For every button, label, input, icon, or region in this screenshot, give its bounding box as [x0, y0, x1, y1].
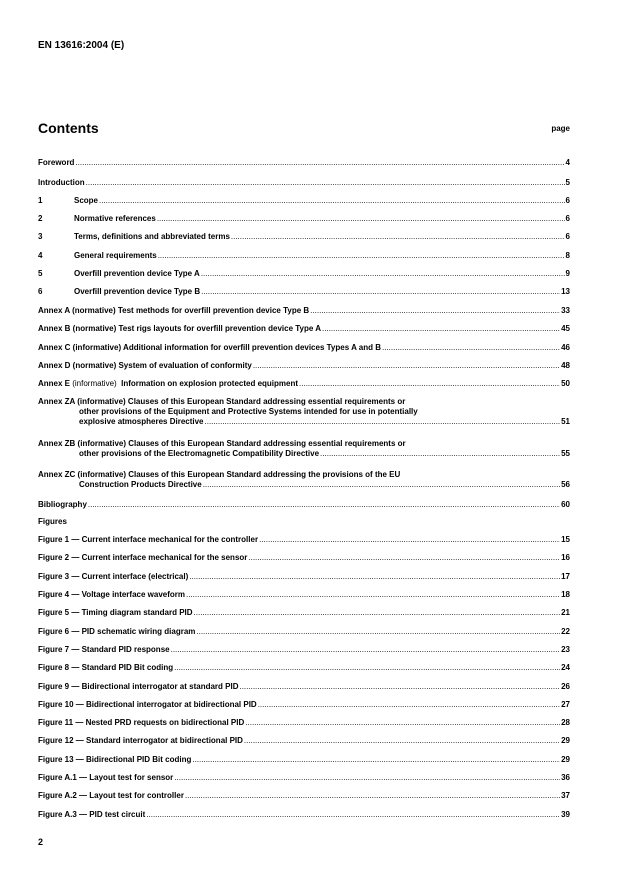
figure-entry[interactable]	[38, 663, 570, 673]
dot-leader	[382, 343, 560, 353]
toc-page-number: 51	[561, 417, 570, 426]
toc-page-number: 60	[561, 500, 570, 509]
figure-entry-title: Figure 8 — Standard PID Bit coding	[38, 663, 174, 672]
figure-page-number: 18	[561, 590, 570, 599]
dot-leader	[174, 773, 560, 783]
figure-entry[interactable]	[38, 682, 570, 692]
toc-entry-title-continued: other provisions of the Electromagnetic Compatibility Directive	[79, 449, 320, 458]
dot-leader	[146, 810, 560, 820]
dot-leader	[86, 178, 565, 188]
figure-entry-title: Figure 12 — Standard interrogator at bidirectional PID	[38, 736, 243, 745]
figure-page-number: 36	[561, 773, 570, 782]
toc-page-number: 46	[561, 343, 570, 352]
toc-entry-annex-za[interactable]	[38, 397, 570, 427]
document-id: EN 13616:2004 (E)	[38, 40, 125, 51]
toc-page-number: 48	[561, 361, 570, 370]
dot-leader	[158, 251, 565, 261]
toc-page-number: 13	[561, 287, 570, 296]
toc-entry-normative-references[interactable]	[38, 214, 570, 224]
toc-page-number: 50	[561, 379, 570, 388]
figure-page-number: 23	[561, 645, 570, 654]
dot-leader	[171, 645, 561, 655]
dot-leader	[185, 791, 560, 801]
figure-entry[interactable]	[38, 645, 570, 655]
toc-entry-annex-e[interactable]	[38, 379, 570, 389]
figure-page-number: 15	[561, 535, 570, 544]
toc-page-number: 9	[565, 269, 570, 278]
dot-leader	[244, 736, 560, 746]
toc-entry-title: Annex B (normative) Test rigs layouts for overfill prevention device Type A	[38, 324, 322, 333]
toc-entry-title: Foreword	[38, 158, 75, 167]
figure-entry-title: Figure 2 — Current interface mechanical for the sensor	[38, 553, 248, 562]
figure-page-number: 17	[561, 572, 570, 581]
figure-page-number: 26	[561, 682, 570, 691]
toc-entry-title-continued: Construction Products Directive	[79, 480, 202, 489]
toc-entry-foreword[interactable]	[38, 158, 570, 168]
toc-entry-title: Annex ZC (informative) Clauses of this European Standard addressing the provisions of the EU	[38, 470, 401, 479]
dot-leader	[189, 572, 560, 582]
dot-leader	[320, 449, 560, 459]
toc-entry-title: Annex ZA (informative) Clauses of this European Standard addressing essential requirements or	[38, 397, 406, 406]
dot-leader	[75, 158, 564, 168]
figure-entry-title: Figure A.3 — PID test circuit	[38, 810, 146, 819]
dot-leader	[99, 196, 565, 206]
toc-entry-title: Overfill prevention device Type A	[74, 269, 200, 278]
toc-page-number: 5	[565, 178, 570, 187]
dot-leader	[88, 500, 560, 510]
figure-entry-title: Figure 1 — Current interface mechanical for the controller	[38, 535, 259, 544]
figure-entry[interactable]	[38, 535, 570, 545]
toc-entry-general-requirements[interactable]	[38, 251, 570, 261]
toc-page-number: 45	[561, 324, 570, 333]
dot-leader	[245, 718, 560, 728]
figure-page-number: 39	[561, 810, 570, 819]
toc-entry-annex-zb[interactable]	[38, 439, 570, 459]
figure-page-number: 22	[561, 627, 570, 636]
figure-entry[interactable]	[38, 608, 570, 618]
figure-page-number: 29	[561, 755, 570, 764]
toc-section-number: 6	[38, 287, 43, 296]
toc-entry-title: Annex ZB (informative) Clauses of this European Standard addressing essential requirements or	[38, 439, 406, 448]
page-column-label: page	[551, 124, 570, 133]
figure-page-number: 24	[561, 663, 570, 672]
page-number: 2	[38, 837, 44, 847]
toc-entry-annex-b[interactable]	[38, 324, 570, 334]
toc-page-number: 6	[565, 214, 570, 223]
figure-page-number: 16	[561, 553, 570, 562]
dot-leader	[322, 324, 560, 334]
toc-entry-annex-c[interactable]	[38, 343, 570, 353]
toc-entry-title: Annex C (informative) Additional information for overfill prevention devices Types A and B	[38, 343, 382, 352]
figure-entry[interactable]	[38, 718, 570, 728]
figure-entry[interactable]	[38, 590, 570, 600]
figure-page-number: 28	[561, 718, 570, 727]
figure-entry[interactable]	[38, 700, 570, 710]
toc-entry-title: Overfill prevention device Type B	[74, 287, 201, 296]
dot-leader	[203, 480, 560, 490]
figure-page-number: 27	[561, 700, 570, 709]
toc-section-number: 5	[38, 269, 43, 278]
dot-leader	[174, 663, 560, 673]
toc-page-number: 4	[565, 158, 570, 167]
figures-heading: Figures	[38, 517, 67, 526]
toc-entry-title: Introduction	[38, 178, 85, 187]
toc-page-number: 33	[561, 306, 570, 315]
dot-leader	[201, 287, 560, 297]
figure-entry[interactable]	[38, 755, 570, 765]
dot-leader	[259, 535, 560, 545]
toc-entry-title: Annex E (informative) Information on explosion protected equipment	[38, 379, 299, 388]
toc-entry-title: Normative references	[74, 214, 156, 223]
figure-entry-title: Figure 10 — Bidirectional interrogator at bidirectional PID	[38, 700, 257, 709]
toc-entry-title-continued: explosive atmospheres Directive	[79, 417, 204, 426]
toc-entry-scope[interactable]	[38, 196, 570, 206]
dot-leader	[248, 553, 560, 563]
toc-section-number: 1	[38, 196, 43, 205]
dot-leader	[205, 417, 561, 427]
toc-entry-title: Annex D (normative) System of evaluation of conformity	[38, 361, 252, 370]
toc-entry-annex-d[interactable]	[38, 361, 570, 371]
figure-entry-title: Figure 5 — Timing diagram standard PID	[38, 608, 193, 617]
figure-entry-title: Figure 13 — Bidirectional PID Bit coding	[38, 755, 192, 764]
dot-leader	[201, 269, 565, 279]
figure-entry[interactable]	[38, 572, 570, 582]
dot-leader	[194, 608, 561, 618]
dot-leader	[299, 379, 560, 389]
figure-entry-title: Figure 4 — Voltage interface waveform	[38, 590, 186, 599]
dot-leader	[196, 627, 560, 637]
toc-entry-introduction[interactable]	[38, 178, 570, 188]
figure-entry-title: Figure A.1 — Layout test for sensor	[38, 773, 174, 782]
toc-entry-type-a[interactable]	[38, 269, 570, 279]
toc-page-number: 56	[561, 480, 570, 489]
figure-page-number: 21	[561, 608, 570, 617]
figure-page-number: 37	[561, 791, 570, 800]
toc-section-number: 3	[38, 232, 43, 241]
figure-entry-title: Figure A.2 — Layout test for controller	[38, 791, 184, 800]
toc-entry-terms[interactable]	[38, 232, 570, 242]
figure-entry[interactable]	[38, 810, 570, 820]
toc-entry-type-b[interactable]	[38, 287, 570, 297]
contents-title: Contents	[38, 120, 99, 136]
toc-entry-title: Terms, definitions and abbreviated terms	[74, 232, 230, 241]
toc-entry-title: General requirements	[74, 251, 157, 260]
toc-entry-title: Annex A (normative) Test methods for overfill prevention device Type B	[38, 306, 310, 315]
figure-entry[interactable]	[38, 791, 570, 801]
toc-page-number: 6	[565, 232, 570, 241]
figure-page-number: 29	[561, 736, 570, 745]
dot-leader	[258, 700, 560, 710]
dot-leader	[231, 232, 565, 242]
toc-page-number: 55	[561, 449, 570, 458]
figure-entry-title: Figure 11 — Nested PRD requests on bidirectional PID	[38, 718, 245, 727]
dot-leader	[186, 590, 560, 600]
toc-entry-bibliography[interactable]	[38, 500, 570, 510]
toc-entry-annex-a[interactable]	[38, 306, 570, 316]
toc-entry-title: Scope	[74, 196, 99, 205]
toc-section-number: 2	[38, 214, 43, 223]
toc-page-number: 6	[565, 196, 570, 205]
dot-leader	[253, 361, 560, 371]
figure-entry[interactable]	[38, 773, 570, 783]
figure-entry[interactable]	[38, 627, 570, 637]
figure-entry-title: Figure 6 — PID schematic wiring diagram	[38, 627, 196, 636]
toc-section-number: 4	[38, 251, 43, 260]
toc-entry-title: Bibliography	[38, 500, 87, 509]
figure-entry-title: Figure 9 — Bidirectional interrogator at standard PID	[38, 682, 239, 691]
dot-leader	[157, 214, 565, 224]
dot-leader	[239, 682, 560, 692]
figure-entry-title: Figure 7 — Standard PID response	[38, 645, 170, 654]
toc-entry-title-continued: other provisions of the Equipment and Protective Systems intended for use in potentially	[79, 407, 418, 416]
toc-entry-annex-zc[interactable]	[38, 470, 570, 490]
toc-page-number: 8	[565, 251, 570, 260]
dot-leader	[192, 755, 560, 765]
figure-entry[interactable]	[38, 736, 570, 746]
figure-entry[interactable]	[38, 553, 570, 563]
dot-leader	[310, 306, 560, 316]
figure-entry-title: Figure 3 — Current interface (electrical)	[38, 572, 189, 581]
